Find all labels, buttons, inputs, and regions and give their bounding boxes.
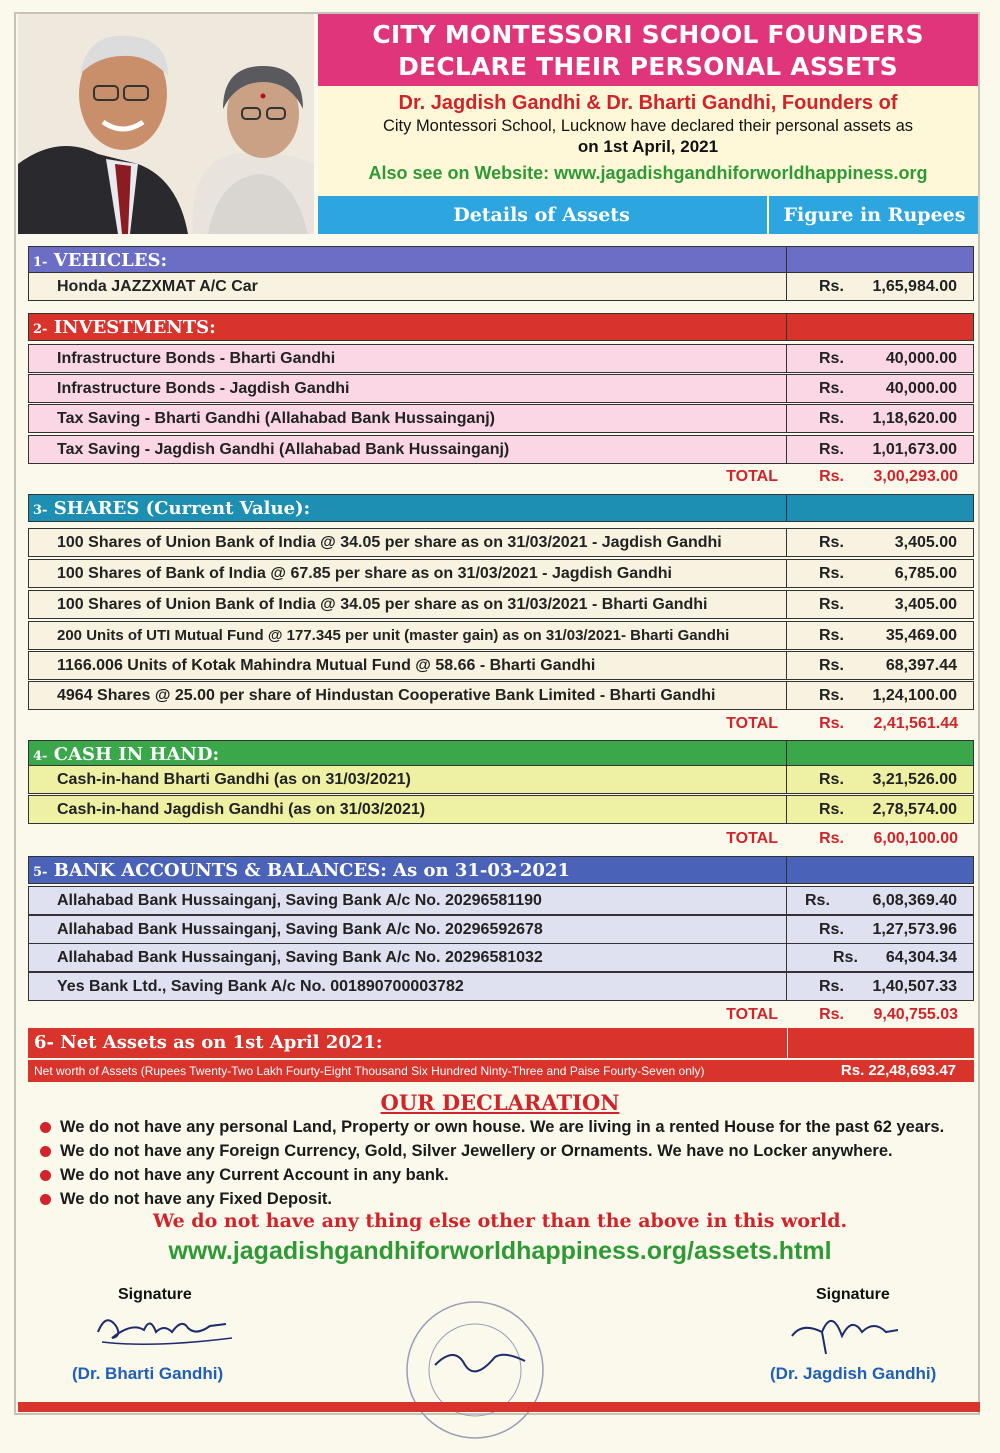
row-desc: Cash-in-hand Jagdish Gandhi (as on 31/03/2021) (57, 801, 426, 818)
row-desc: 100 Shares of Bank of India @ 67.85 per share as on 31/03/2021 - Jagdish Gandhi (57, 565, 672, 582)
total-value: 2,41,561.44 (873, 715, 958, 732)
rs-label: Rs. (819, 627, 844, 644)
section-shares-header (28, 494, 974, 522)
section-title: VEHICLES: (53, 250, 168, 271)
table-row (28, 795, 974, 824)
row-desc: Honda JAZZXMAT A/C Car (57, 278, 258, 295)
row-desc: 200 Units of UTI Mutual Fund @ 177.345 per unit (master gain) as on 31/03/2021- Bharti Gandhi (57, 627, 730, 644)
list-item (38, 1187, 978, 1211)
row-amount (786, 560, 973, 587)
rs-label: Rs. (819, 410, 844, 427)
section-number: 1- (33, 255, 48, 270)
shares-total (28, 713, 974, 735)
section-cash-header (28, 740, 974, 768)
row-desc: 100 Shares of Union Bank of India @ 34.05 per share as on 31/03/2021 - Bharti Gandhi (57, 596, 708, 613)
rs-label: Rs. (819, 441, 844, 458)
table-row (28, 559, 974, 588)
bullet-icon (40, 1194, 51, 1205)
section-number: 5- (33, 865, 48, 880)
founders-line: Dr. Jagdish Gandhi & Dr. Bharti Gandhi, Founders of (398, 92, 898, 114)
list-item (38, 1163, 978, 1187)
rs-label: Rs. (819, 978, 844, 995)
net-assets-row (28, 1060, 974, 1082)
row-amount (786, 766, 973, 793)
row-amount (786, 682, 973, 709)
website-line: Also see on Website: www.jagadishgandhiforworldhappiness.org (368, 163, 928, 183)
amount-value: 3,405.00 (894, 596, 957, 613)
row-desc: Tax Saving - Bharti Gandhi (Allahabad Bank Hussainganj) (57, 410, 495, 427)
row-amount (786, 345, 973, 372)
title-line-2: DECLARE THEIR PERSONAL ASSETS (398, 52, 898, 81)
bullet-text: We do not have any Current Account in any bank. (60, 1166, 449, 1184)
rs-label: Rs. (819, 380, 844, 397)
row-amount (786, 916, 973, 943)
amount-value: 1,24,100.00 (872, 687, 957, 704)
amount-value: 64,304.34 (885, 949, 957, 966)
net-assets-desc: Net worth of Assets (Rupees Twenty-Two Lakh Fourty-Eight Thousand Six Hundred Ninty-Three and Paise Fourty-Seven only) (34, 1064, 705, 1078)
table-row (28, 915, 974, 944)
rs-label: Rs. (819, 596, 844, 613)
signature-name-left: (Dr. Bharti Gandhi) (72, 1364, 224, 1383)
rs-label: Rs. (819, 565, 844, 582)
signature-label-left: Signature (118, 1286, 192, 1303)
rs-label: Rs. (819, 801, 844, 818)
row-amount (786, 796, 973, 823)
table-header (318, 196, 978, 234)
rs-label: Rs. (819, 657, 844, 674)
amount-column (786, 314, 973, 340)
row-amount (786, 944, 973, 971)
ca-stamp (395, 1295, 555, 1450)
date-line: on 1st April, 2021 (577, 137, 719, 156)
total-rs: Rs. (819, 468, 844, 485)
row-desc: Infrastructure Bonds - Bharti Gandhi (57, 350, 336, 367)
section-vehicles-header (28, 246, 974, 274)
net-assets-amount: Rs. 22,48,693.47 (840, 1062, 956, 1079)
founders-photo (18, 14, 314, 234)
row-desc: Yes Bank Ltd., Saving Bank A/c No. 001890700003782 (57, 978, 464, 995)
section-title: BANK ACCOUNTS & BALANCES: As on 31-03-2021 (53, 860, 570, 881)
section-title: SHARES (Current Value): (53, 498, 311, 519)
total-rs: Rs. (819, 830, 844, 847)
signature-name-right: (Dr. Jagdish Gandhi) (770, 1364, 937, 1383)
total-label: TOTAL (726, 830, 778, 847)
bullet-text: We do not have any personal Land, Property or own house. We are living in a rented House for the past 62 years. (60, 1118, 945, 1136)
amount-value: 1,18,620.00 (872, 410, 957, 427)
rs-label: Rs. (805, 892, 830, 909)
bullet-icon (40, 1170, 51, 1181)
declaration-list (38, 1115, 978, 1211)
row-amount (786, 652, 973, 679)
footer-bar (18, 1402, 980, 1412)
row-desc: 1166.006 Units of Kotak Mahindra Mutual Fund @ 58.66 - Bharti Gandhi (57, 657, 596, 674)
row-amount (786, 622, 973, 649)
total-label: TOTAL (726, 715, 778, 732)
section-bank-header (28, 856, 974, 884)
amount-value: 1,27,573.96 (872, 921, 957, 938)
amount-column (786, 741, 973, 767)
row-desc: Allahabad Bank Hussainganj, Saving Bank A/c No. 20296581190 (57, 892, 542, 909)
bullet-icon (40, 1146, 51, 1157)
row-desc: 4964 Shares @ 25.00 per share of Hindustan Cooperative Bank Limited - Bharti Gandhi (57, 687, 716, 704)
table-row (28, 651, 974, 680)
signature-label-right: Signature (816, 1286, 890, 1303)
row-amount (786, 529, 973, 556)
amount-value: 6,785.00 (894, 565, 957, 582)
table-row (28, 528, 974, 557)
row-amount (786, 973, 973, 1000)
table-row (28, 404, 974, 433)
table-row (28, 681, 974, 710)
bullet-text: We do not have any Fixed Deposit. (60, 1190, 332, 1208)
row-desc: Allahabad Bank Hussainganj, Saving Bank A/c No. 20296581032 (57, 949, 543, 966)
bank-total (28, 1004, 974, 1026)
section-number: 3- (33, 503, 48, 518)
cash-total (28, 828, 974, 850)
rs-label: Rs. (833, 949, 858, 966)
col-figure: Figure in Rupees (767, 196, 980, 234)
list-item (38, 1115, 978, 1139)
row-desc: Tax Saving - Jagdish Gandhi (Allahabad Bank Hussainganj) (57, 441, 510, 458)
row-amount (786, 591, 973, 618)
rs-label: Rs. (819, 687, 844, 704)
total-value: 6,00,100.00 (873, 830, 958, 847)
subheading (318, 86, 978, 196)
table-row (28, 943, 974, 972)
rs-label: Rs. (819, 771, 844, 788)
section-number: 4- (33, 749, 48, 764)
net-assets-title: 6- Net Assets as on 1st April 2021: (34, 1032, 383, 1053)
list-item (38, 1139, 978, 1163)
table-row (28, 272, 974, 301)
table-row (28, 621, 974, 650)
assets-url[interactable]: www.jagadishgandhiforworldhappiness.org/assets.html (168, 1237, 832, 1265)
rs-label: Rs. (819, 350, 844, 367)
table-row (28, 972, 974, 1001)
amount-column (786, 857, 973, 883)
row-desc: Infrastructure Bonds - Jagdish Gandhi (57, 380, 350, 397)
section-number: 2- (33, 322, 48, 337)
row-desc: Cash-in-hand Bharti Gandhi (as on 31/03/2021) (57, 771, 411, 788)
amount-value: 1,65,984.00 (872, 278, 957, 295)
row-amount (786, 887, 973, 914)
row-amount (786, 405, 973, 432)
amount-value: 2,78,574.00 (872, 801, 957, 818)
table-row (28, 590, 974, 619)
total-label: TOTAL (726, 468, 778, 485)
amount-value: 68,397.44 (885, 657, 957, 674)
total-value: 3,00,293.00 (873, 468, 958, 485)
investments-total (28, 466, 974, 488)
signature-jagdish (782, 1302, 912, 1367)
amount-value: 35,469.00 (885, 627, 957, 644)
row-desc: 100 Shares of Union Bank of India @ 34.05 per share as on 31/03/2021 - Jagdish Gandhi (57, 534, 722, 551)
amount-value: 40,000.00 (885, 350, 957, 367)
section-investments-header (28, 313, 974, 341)
section-title: INVESTMENTS: (53, 317, 216, 338)
net-assets-header (28, 1028, 974, 1058)
amount-column (787, 1028, 974, 1058)
amount-value: 1,01,673.00 (872, 441, 957, 458)
table-row (28, 765, 974, 794)
amount-column (786, 495, 973, 521)
row-amount (786, 375, 973, 402)
table-row (28, 886, 974, 915)
bullet-text: We do not have any Foreign Currency, Gold, Silver Jewellery or Ornaments. We have no Locker anywhere. (60, 1142, 893, 1160)
row-amount (786, 436, 973, 463)
main-title (318, 14, 978, 86)
title-line-1: CITY MONTESSORI SCHOOL FOUNDERS (372, 20, 924, 49)
amount-value: 3,21,526.00 (872, 771, 957, 788)
rs-label: Rs. (819, 534, 844, 551)
final-statement: We do not have any thing else other than the above in this world. (152, 1210, 848, 1232)
row-amount (786, 273, 973, 300)
bullet-icon (40, 1122, 51, 1133)
amount-value: 40,000.00 (885, 380, 957, 397)
total-label: TOTAL (726, 1006, 778, 1023)
rs-label: Rs. (819, 921, 844, 938)
section-title: CASH IN HAND: (53, 744, 220, 765)
total-rs: Rs. (819, 715, 844, 732)
declared-line: City Montessori School, Lucknow have declared their personal assets as (382, 117, 914, 135)
amount-value: 3,405.00 (894, 534, 957, 551)
amount-value: 1,40,507.33 (872, 978, 957, 995)
table-row (28, 344, 974, 373)
total-rs: Rs. (819, 1006, 844, 1023)
table-row (28, 435, 974, 464)
row-desc: Allahabad Bank Hussainganj, Saving Bank A/c No. 20296592678 (57, 921, 543, 938)
amount-column (786, 247, 973, 273)
amount-value: 6,08,369.40 (872, 892, 957, 909)
table-row (28, 374, 974, 403)
rs-label: Rs. (819, 278, 844, 295)
col-details: Details of Assets (453, 204, 630, 226)
signature-bharti (92, 1302, 242, 1357)
declaration-title: OUR DECLARATION (380, 1090, 620, 1115)
total-value: 9,40,755.03 (873, 1006, 958, 1023)
